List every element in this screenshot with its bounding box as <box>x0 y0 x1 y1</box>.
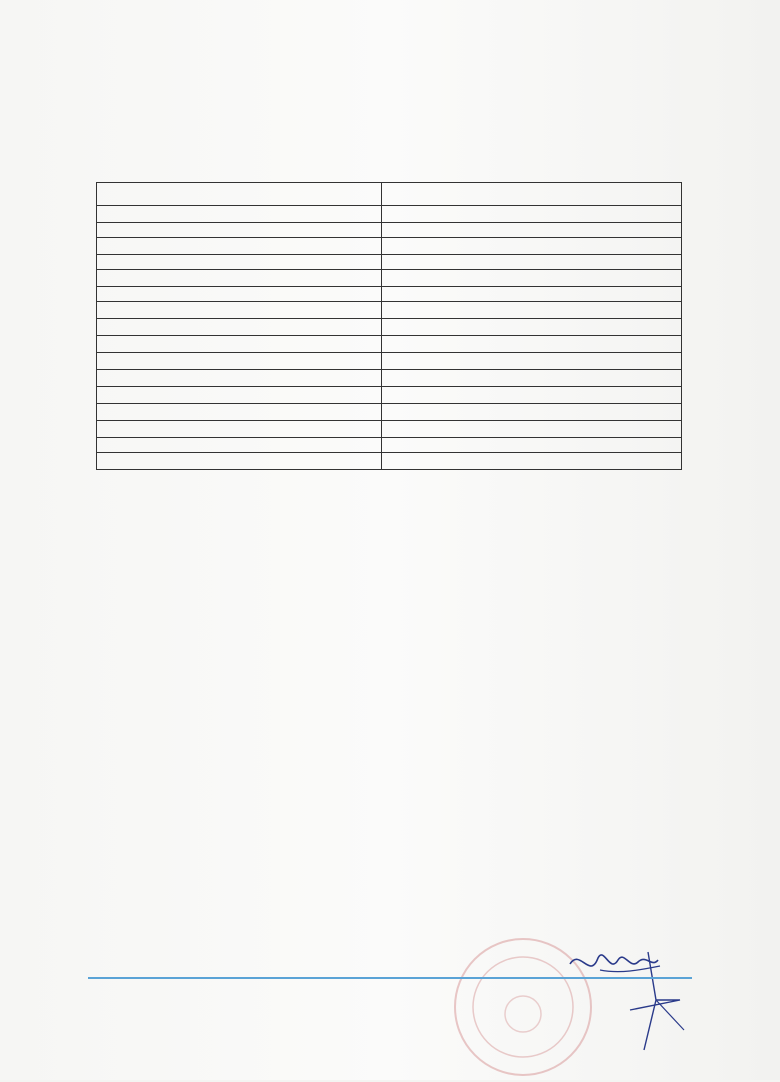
table-row <box>97 453 682 470</box>
stage-heading <box>0 147 780 163</box>
table-header-row <box>97 183 682 206</box>
activity-cell <box>382 206 682 223</box>
handwritten-signature <box>560 940 690 1060</box>
time-cell <box>97 353 382 370</box>
time-cell <box>97 336 382 353</box>
table-row <box>97 370 682 387</box>
day-cell <box>97 238 382 255</box>
spacer-row <box>97 438 682 453</box>
activity-cell <box>382 421 682 438</box>
table-row <box>97 270 682 287</box>
table-row <box>97 421 682 438</box>
table-row <box>97 302 682 319</box>
empty-cell <box>382 255 682 270</box>
activity-cell <box>382 302 682 319</box>
activity-cell <box>382 336 682 353</box>
empty-cell <box>97 223 382 238</box>
day-cell <box>97 206 382 223</box>
table-row <box>97 238 682 255</box>
table-row <box>97 404 682 421</box>
empty-cell <box>97 438 382 453</box>
empty-cell <box>97 287 382 302</box>
activity-cell <box>382 319 682 336</box>
day-cell <box>97 453 382 470</box>
day-cell <box>97 421 382 438</box>
header-activities <box>382 183 682 206</box>
time-cell <box>97 370 382 387</box>
spacer-row <box>97 255 682 270</box>
empty-cell <box>382 223 682 238</box>
spacer-row <box>97 287 682 302</box>
activity-cell <box>382 404 682 421</box>
activity-cell <box>382 387 682 404</box>
empty-cell <box>382 287 682 302</box>
activity-cell <box>382 370 682 387</box>
footer-divider <box>88 977 692 979</box>
day-cell <box>97 302 382 319</box>
table-row <box>97 353 682 370</box>
activity-cell <box>382 270 682 287</box>
table-row <box>97 319 682 336</box>
time-cell <box>97 404 382 421</box>
table-row <box>97 336 682 353</box>
day-cell <box>97 270 382 287</box>
time-cell <box>97 387 382 404</box>
activity-cell <box>382 238 682 255</box>
activity-cell <box>382 353 682 370</box>
spacer-row <box>97 223 682 238</box>
activity-cell <box>382 453 682 470</box>
table-row <box>97 387 682 404</box>
empty-cell <box>382 438 682 453</box>
time-cell <box>97 319 382 336</box>
table-row <box>97 206 682 223</box>
empty-cell <box>97 255 382 270</box>
schedule-table <box>96 182 682 470</box>
header-days <box>97 183 382 206</box>
